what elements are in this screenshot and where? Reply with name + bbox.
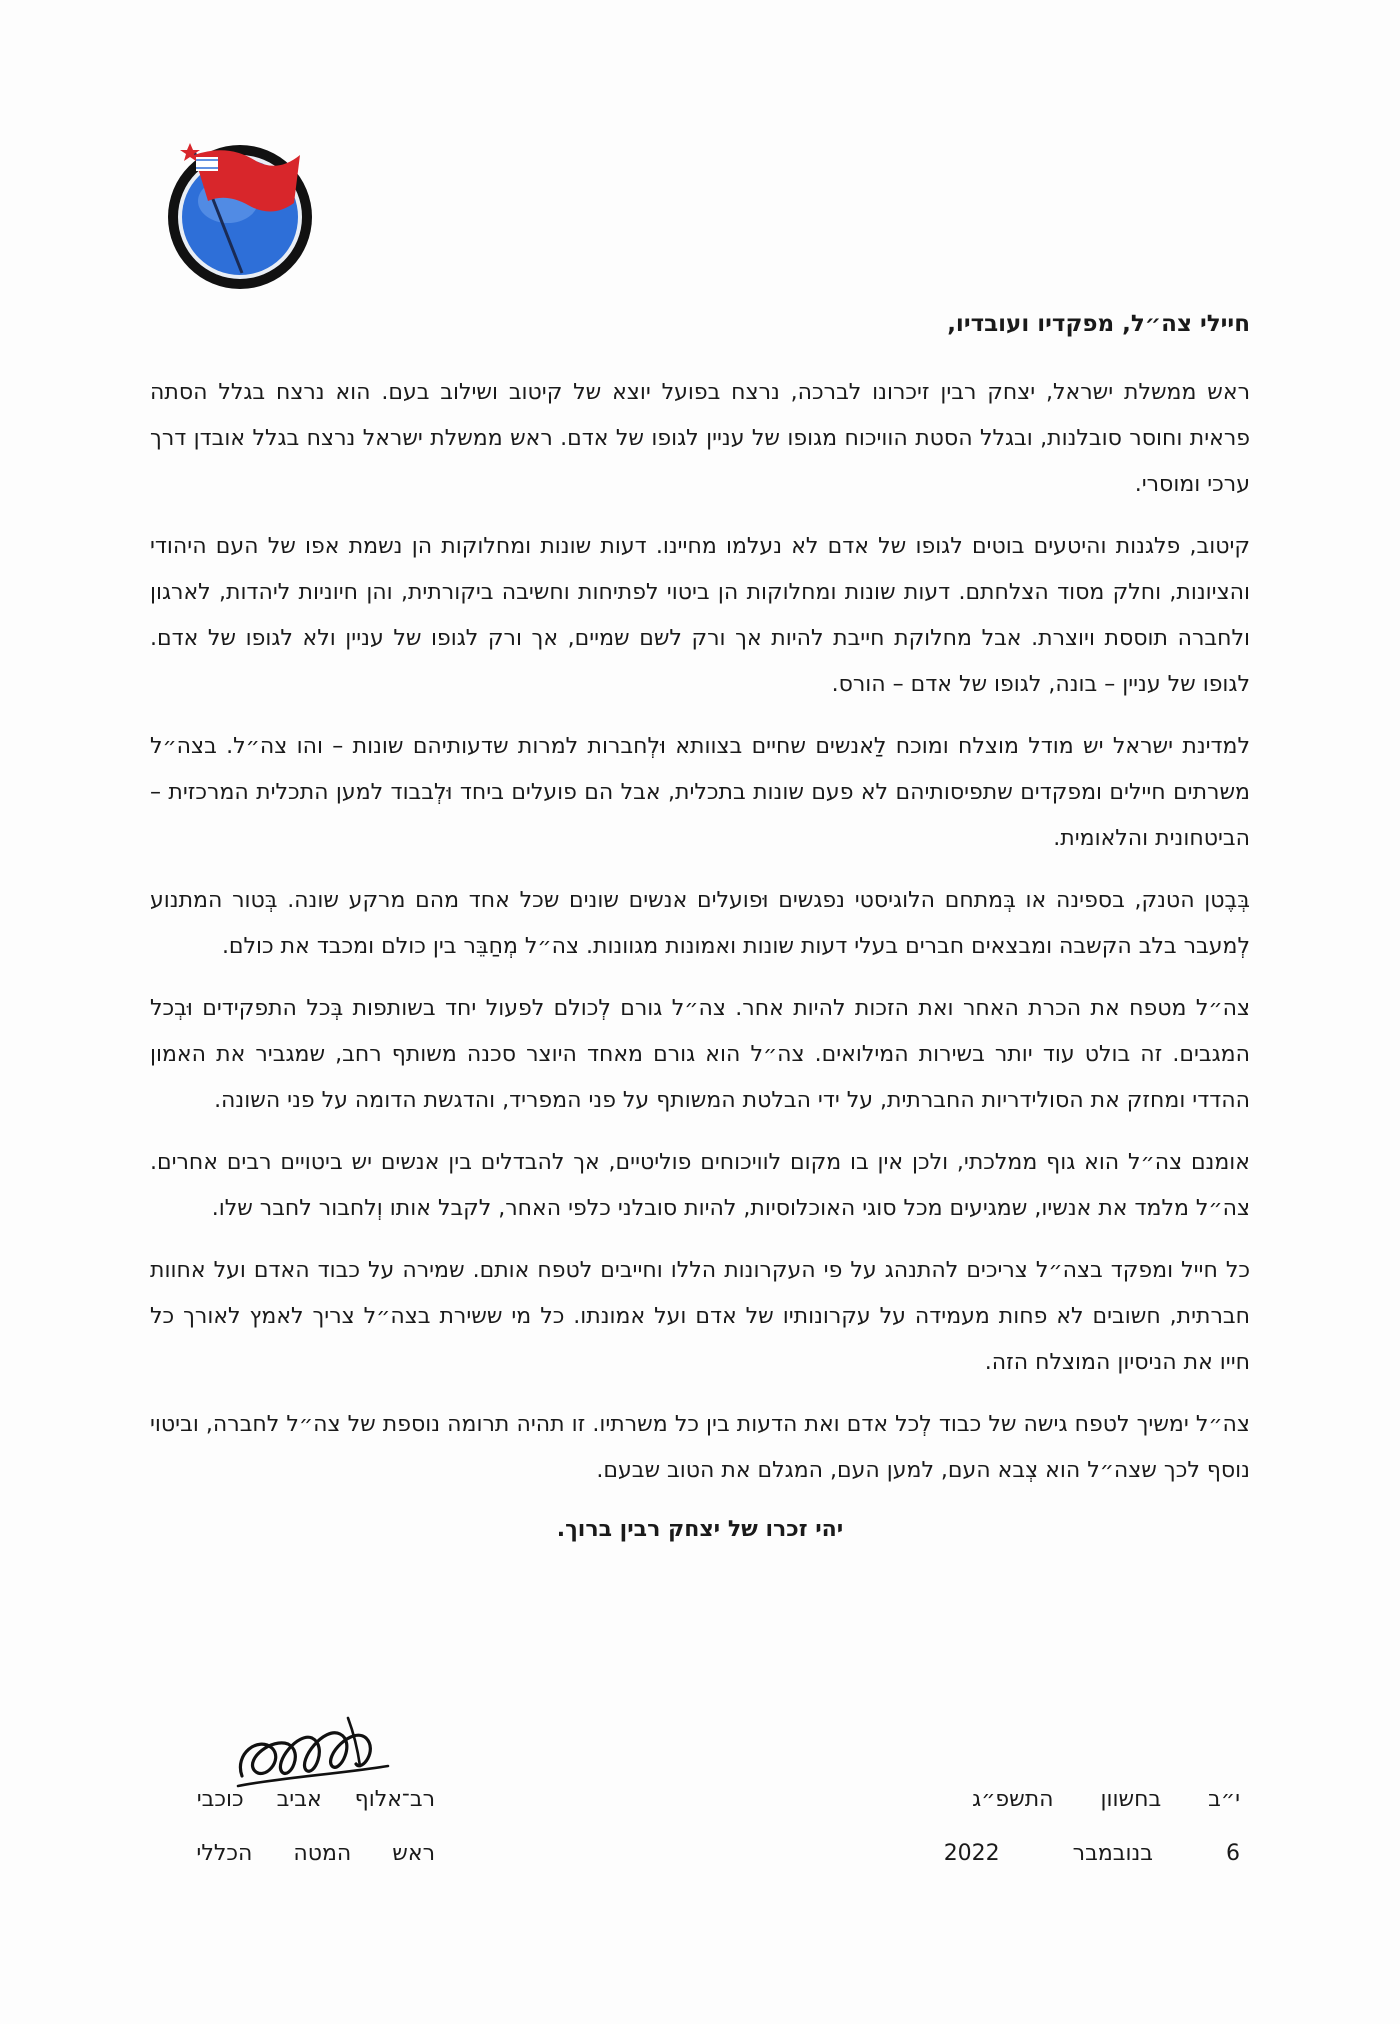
letter-salutation: חיילי צה״ל, מפקדיו ועובדיו, [947,311,1250,337]
letter-paragraph: למדינת ישראל יש מודל מוצלח ומוכח לַאנשים שחיים בצוותא וּלְחברות למרות שדעותיהם שונות – והו צה״ל. בצה״ל משרתים חיילים ומפקדים שתפיסותיהם לא פעם שונות בתכלית, אבל הם פועלים ביחד וּלְבבוד למען התכלית המרכזית – הביטחונית והלאומית. [150,734,1250,851]
hebrew-date: י״ב בחשוון התשפ״ג [972,1787,1240,1812]
letter-paragraph: ראש ממשלת ישראל, יצחק רבין זיכרונו לברכה, נרצח בפועל יוצא של קיטוב ושילוב בעם. הוא נרצח בגלל הסתה פראית וחוסר סובלנות, ובגלל הסטת הוויכוח מגופו של עניין לגופו של אדם. ראש ממשלת ישראל נרצח בגלל אובדן דרך ערכי ומוסרי. [150,380,1250,497]
letter-paragraph: בְּבֶטן הטנק, בספינה או בְּמתחם הלוגיסטי נפגשים וּפועלים אנשים שונים שכל אחד מהם מרקע שונה. בְּטור המתנוע לְמעבר בלב הקשבה ומבצאים חברים בעלי דעות שונות ואמונות מגוונות. צה״ל מְחַבֵּר בין כולם ומכבד את כולם. [150,888,1250,959]
letter-paragraph: קיטוב, פלגנות והיטעים בוטים לגופו של אדם לא נעלמו מחיינו. דעות שונות ומחלוקות הן נשמת אפו של העם היהודי והציונות, וחלק מסוד הצלחתם. דעות שונות ומחלוקות הן ביטוי לפתיחות וחשיבה ביקורתית, והן חיוניות ליהדות, לארגון ולחברה תוססת ויוצרת. אבל מחלוקת חייבת להיות אך ורק לשם שמיים, אך ורק לגופו של עניין ולא לגופו של אדם. לגופו של עניין – בונה, לגופו של אדם – הורס. [150,534,1250,697]
letter-paragraph: כל חייל ומפקד בצה״ל צריכים להתנהג על פי העקרונות הללו וחייבים לטפח אותם. שמירה על כבוד האדם ועל אחוות חברתית, חשובים לא פחות מעמידה על עקרונותיו של אדם ועל אמונתו. כל מי ששירת בצה״ל צריך לאמץ לאורך כל חייו את הניסיון המוצלח הזה. [150,1258,1250,1375]
letter-paragraph: אומנם צה״ל הוא גוף ממלכתי, ולכן אין בו מקום לוויכוחים פוליטיים, אך להבדלים בין אנשים יש ביטויים רבים אחרים. צה״ל מלמד את אנשיו, שמגיעים מכל סוגי האוכלוסיות, להיות סובלני כלפי האחר, לקבל אותו וְלחבור לחבר שלו. [150,1150,1250,1221]
signer-title: ראש המטה הכללי [196,1841,435,1866]
letter-paragraph: צה״ל ימשיך לטפח גישה של כבוד לְכל אדם ואת הדעות בין כל משרתיו. זו תהיה תרומה נוספת של צה״ל לחברה, וביטוי נוסף לכך שצה״ל הוא צְבא העם, למען העם, המגלם את הטוב שבעם. [150,1412,1250,1483]
letter-paragraph: צה״ל מטפח את הכרת האחר ואת הזכות להיות אחר. צה״ל גורם לְכולם לפעול יחד בשותפות בְּכל התפקידים וּבְכל המגבים. זה בולט עוד יותר בשירות המילואים. צה״ל הוא גורם מאחד היוצר סכנה משותף רחב, שמגביר את האמון ההדדי ומחזק את הסולידריות החברתית, על ידי הבלטת המשותף על פני המפריד, והדגשת הדומה על פני השונה. [150,996,1250,1113]
gregorian-date: 6 בנובמבר 2022 [943,1841,1240,1866]
letter-body [150,300,1250,1550]
letter-closing: יהי זכרו של יצחק רבין ברוך. [556,1517,844,1542]
signer-name: רב־אלוף אביב כוכבי [196,1787,435,1812]
flag-globe-emblem-icon [150,125,320,295]
